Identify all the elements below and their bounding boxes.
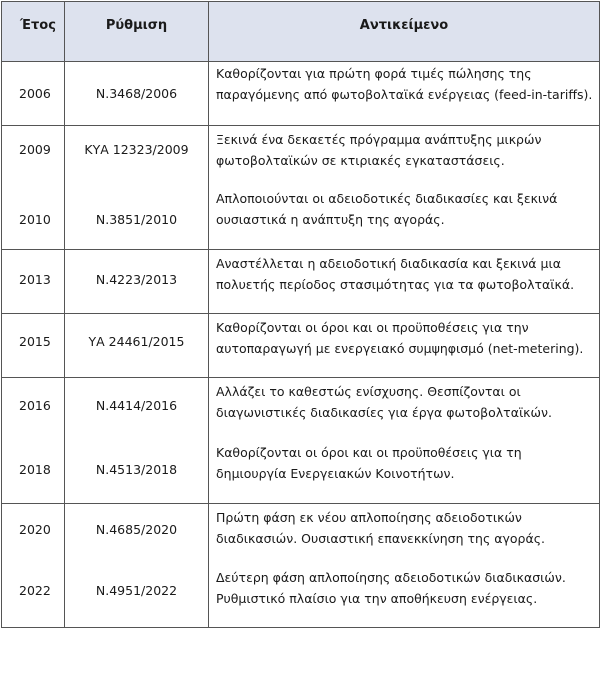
table-row — [2, 378, 600, 504]
subject-text: Ξεκινά ένα δεκαετές πρόγραμμα ανάπτυξης μικρών φωτοβολταϊκών σε κτιριακές εγκαταστάσεις. — [216, 132, 542, 168]
table-row — [2, 126, 600, 250]
year-value: 2013 — [19, 272, 51, 287]
regulation-value: N.3851/2010 — [95, 212, 178, 227]
subject-cell — [209, 126, 600, 250]
year-value: 2020 — [19, 522, 51, 537]
year-value: 2009 — [19, 142, 51, 157]
regulation-value: N.4685/2020 — [95, 522, 178, 537]
subject-cell — [209, 378, 600, 504]
year-value: 2015 — [19, 334, 51, 349]
regulation-value: N.4223/2013 — [95, 272, 178, 287]
table-row — [2, 250, 600, 314]
regulation-cell — [65, 126, 209, 250]
subject-cell — [209, 314, 600, 378]
year-cell — [2, 250, 65, 314]
subject-text: Αλλάζει το καθεστώς ενίσχυσης. Θεσπίζονται οι διαγωνιστικές διαδικασίες για έργα φωτοβολταϊκών. — [216, 384, 552, 420]
table-row — [2, 314, 600, 378]
year-cell — [2, 126, 65, 250]
subject-text: Αναστέλλεται η αδειοδοτική διαδικασία και ξεκινά μια πολυετής περίοδος στασιμότητας για τα φωτοβολταϊκά. — [216, 256, 575, 292]
year-value: 2006 — [19, 86, 51, 101]
header-year: Έτος — [2, 2, 65, 62]
header-regulation: Ρύθμιση — [65, 2, 209, 62]
subject-text: Δεύτερη φάση απλοποίησης αδειοδοτικών διαδικασιών. Ρυθμιστικό πλαίσιο για την αποθήκευση ενέργειας. — [216, 570, 566, 606]
subject-text: Πρώτη φάση εκ νέου απλοποίησης αδειοδοτικών διαδικασιών. Ουσιαστική επανεκκίνηση της αγοράς. — [216, 510, 546, 546]
regulation-value: N.4513/2018 — [95, 462, 178, 477]
year-value: 2022 — [19, 583, 51, 598]
regulation-value: N.4951/2022 — [95, 583, 178, 598]
year-cell — [2, 378, 65, 504]
table-row — [2, 504, 600, 628]
regulation-value: N.3468/2006 — [95, 86, 178, 101]
subject-cell — [209, 62, 600, 126]
subject-text: Καθορίζονται οι όροι και οι προϋποθέσεις για τη δημιουργία Ενεργειακών Κοινοτήτων. — [216, 445, 522, 481]
year-value: 2018 — [19, 462, 51, 477]
table-row — [2, 62, 600, 126]
subject-cell — [209, 504, 600, 628]
table-body — [2, 62, 600, 628]
regulation-cell — [65, 314, 209, 378]
year-cell — [2, 504, 65, 628]
regulation-cell — [65, 378, 209, 504]
year-value: 2010 — [19, 212, 51, 227]
subject-text: Απλοποιούνται οι αδειοδοτικές διαδικασίες και ξεκινά ουσιαστικά η ανάπτυξη της αγοράς. — [216, 191, 558, 227]
header-subject: Αντικείμενο — [209, 2, 600, 62]
regulation-value: ΥΑ 24461/2015 — [88, 334, 185, 349]
regulation-cell — [65, 504, 209, 628]
year-cell — [2, 314, 65, 378]
regulation-cell — [65, 62, 209, 126]
regulation-value: ΚΥΑ 12323/2009 — [84, 142, 189, 157]
subject-cell — [209, 250, 600, 314]
regulation-value: N.4414/2016 — [95, 398, 178, 413]
table-header-row — [2, 2, 600, 62]
subject-text: Καθορίζονται οι όροι και οι προϋποθέσεις για την αυτοπαραγωγή με ενεργειακό συμψηφισμό (net-metering). — [216, 320, 584, 356]
regulation-table — [1, 1, 600, 628]
year-value: 2016 — [19, 398, 51, 413]
regulation-cell — [65, 250, 209, 314]
year-cell — [2, 62, 65, 126]
subject-text: Καθορίζονται για πρώτη φορά τιμές πώλησης της παραγόμενης από φωτοβολταϊκά ενέργειας (feed-in-tariffs). — [216, 66, 593, 102]
